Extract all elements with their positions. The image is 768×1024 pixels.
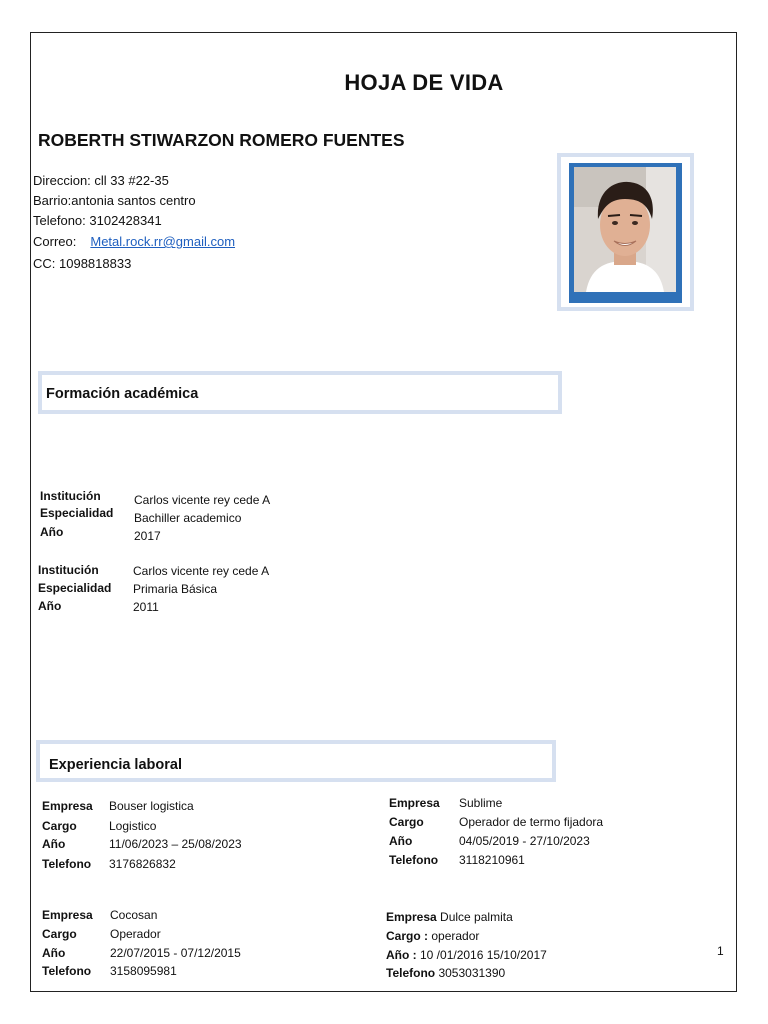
exp-1-anio: 11/06/2023 – 25/08/2023 <box>109 837 242 851</box>
formacion-1-institucion: Carlos vicente rey cede A <box>134 493 271 507</box>
exp-4-anio: 10 /01/2016 15/10/2017 <box>420 948 547 962</box>
exp-4-telefono-row <box>386 965 505 982</box>
exp-4-anio-label: Año : <box>386 948 417 962</box>
formacion-2-especialidad-label: Especialidad <box>38 581 112 595</box>
exp-1-anio-label: Año <box>42 837 66 851</box>
formacion-1-especialidad: Bachiller academico <box>134 511 242 525</box>
exp-2-anio: 04/05/2019 - 27/10/2023 <box>459 834 590 848</box>
exp-3-cargo: Operador <box>110 927 161 941</box>
formacion-heading: Formación académica <box>46 386 199 402</box>
address: Direccion: cll 33 #22-35 <box>33 173 169 188</box>
exp-2-telefono-label: Telefono <box>389 853 439 867</box>
formacion-2-anio-label: Año <box>38 599 62 613</box>
exp-4-cargo: operador <box>431 929 480 943</box>
profile-photo <box>574 167 676 292</box>
exp-3-anio: 22/07/2015 - 07/12/2015 <box>110 946 241 960</box>
exp-2-anio-label: Año <box>389 834 413 848</box>
exp-1-telefono: 3176826832 <box>109 857 176 871</box>
document-title: HOJA DE VIDA <box>344 70 504 95</box>
phone: Telefono: 3102428341 <box>33 213 162 228</box>
formacion-2-anio: 2011 <box>133 600 159 614</box>
experiencia-heading: Experiencia laboral <box>49 757 182 773</box>
exp-4-anio-row <box>386 947 547 964</box>
id-number: CC: 1098818833 <box>33 256 132 271</box>
exp-4-cargo-row <box>386 928 479 945</box>
exp-3-cargo-label: Cargo <box>42 927 77 941</box>
formacion-2-especialidad: Primaria Básica <box>133 582 218 596</box>
email-row <box>33 234 235 249</box>
exp-2-cargo: Operador de termo fijadora <box>459 815 604 829</box>
person-name: ROBERTH STIWARZON ROMERO FUENTES <box>38 130 405 150</box>
profile-photo-frame <box>557 153 694 311</box>
exp-3-anio-label: Año <box>42 946 66 960</box>
exp-4-telefono: 3053031390 <box>438 966 506 980</box>
exp-3-empresa: Cocosan <box>110 908 158 922</box>
exp-3-telefono: 3158095981 <box>110 964 177 978</box>
formacion-1-especialidad-label: Especialidad <box>40 506 114 520</box>
exp-1-empresa-label: Empresa <box>42 799 93 813</box>
formacion-section-box <box>38 371 562 414</box>
exp-3-telefono-label: Telefono <box>42 964 92 978</box>
formacion-1-anio: 2017 <box>134 529 161 543</box>
formacion-2-institucion: Carlos vicente rey cede A <box>133 564 270 578</box>
exp-1-empresa: Bouser logistica <box>109 799 194 813</box>
exp-3-empresa-label: Empresa <box>42 908 93 922</box>
page-number: 1 <box>717 944 724 958</box>
exp-1-cargo-label: Cargo <box>42 819 77 833</box>
experiencia-section-box <box>36 740 556 782</box>
exp-2-telefono: 3118210961 <box>459 853 525 867</box>
exp-4-telefono-label: Telefono <box>386 966 436 980</box>
email-label: Correo: <box>33 234 77 249</box>
exp-2-empresa: Sublime <box>459 796 503 810</box>
page-bottom-border <box>30 991 737 992</box>
email-link[interactable]: Metal.rock.rr@gmail.com <box>90 234 236 249</box>
formacion-2-institucion-label: Institución <box>38 563 99 577</box>
exp-2-empresa-label: Empresa <box>389 796 440 810</box>
exp-1-cargo: Logistico <box>109 819 157 833</box>
exp-4-empresa: Dulce palmita <box>440 910 513 924</box>
exp-4-empresa-row <box>386 909 513 926</box>
exp-1-telefono-label: Telefono <box>42 857 92 871</box>
profile-photo-backdrop <box>569 163 682 303</box>
formacion-1-institucion-label: Institución <box>40 489 101 503</box>
neighborhood: Barrio:antonia santos centro <box>33 193 196 208</box>
formacion-1-anio-label: Año <box>40 525 64 539</box>
exp-4-empresa-label: Empresa <box>386 910 437 924</box>
exp-2-cargo-label: Cargo <box>389 815 424 829</box>
exp-4-cargo-label: Cargo : <box>386 929 428 943</box>
